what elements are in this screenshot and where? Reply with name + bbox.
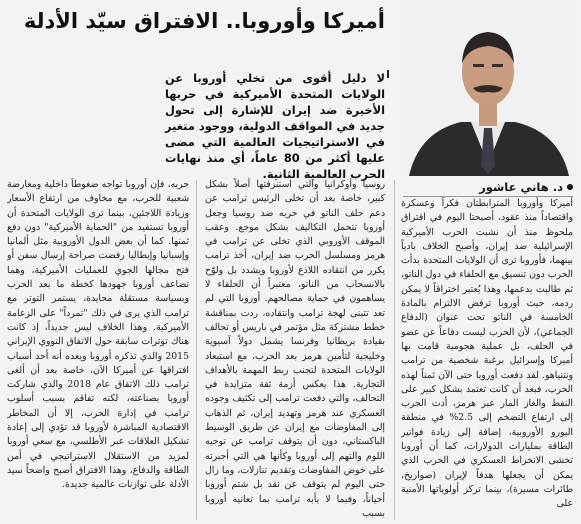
article-column-1 — [401, 197, 573, 522]
author-portrait-image — [399, 4, 577, 176]
article-lead: لا دليل أقوى من تخلي أوروبا عن الولايات المتحدة الأميركية في حربها الأخيرة ضد إيران للإشارة إلى تحول جديد في المواقف الدولية، ووجود متغير في الاستراتيجيات العالمية التي مضى عليها أكثر من 80 عاماً، أي منذ نهايات الحرب العالمية الثانية. — [165, 71, 385, 181]
column-text: حربه، فإن أوروبا تواجه ضغوطاً داخلية ومعارضة شعبية للحرب، مع مخاوف من ارتفاع الأسعار وزيادة اللاجئين، بينما ترى الولايات المتحدة أن أوروبا تستفيد من "الحماية الأميركية" دون دفع ثمنها. كما أن بعض الدول الأوروبية مثل ألمانيا وإسبانيا وإيطاليا رفضت صراحة إرسال سفن أو فتح مجالها الجوي للعمليات الأميركية، وهما تضاعف أوروبا جهودها كخطة ما بعد الحرب وبسياسة مستقلة محايدة، يستمر التوتر مع ترامب الذي يرى في ذلك "تمرداً" على الزعامة الأميركية. وهذا الخلاف ليس جديداً، إذ كانت هناك توترات سابقة حول الاتفاق النووي الإيراني 2015 والذي تذكره أوروبا ويعده أنه أحد أسباب افتراقها عن أميركا الآن، خاصة بعد أن ألغى ترامب ذلك الاتفاق عام 2018 والذي شاركت أوروبا بصناعته، لكنه تفاقم بسبب أسلوب ترامب في إدارة الحرب، إلا أن المخاطر الاقتصادية المباشرة لأوروبا قد تؤدي إلى إعادة تشكيل العلاقات عبر الأطلسي، مع سعي أوروبا لمزيد من الاستقلال الاستراتيجي في أمن الطاقة والدفاع، وهذا الافتراق أصبح واضحاً سيد الأدلة على توازنات عالمية جديدة. — [7, 179, 189, 491]
column-text: روسيا وأوكرانيا والتي استنزفتها أصلاً بشكل كبير، خاصة بعد أن تخلى الرئيس ترامب عن دعم حلف الناتو في حربه ضد روسيا وجعل أوروبا تتحمل التكاليف بشكل موجع. وعقب الموقف الأوروبي الذي تخلى عن ترامب في هرمز ومسلسل الحرب ضد إيران، أخذ ترامب يكرر من انتقاده اللاذع لأوروبا ويشدد بل ولوّح بالانسحاب من الناتو، معتبراً أن الحلفاء لا يساهمون في حماية مصالحهم. أوروبا التي لم تعد تتبنى لهجة ترامب وانتقاده، ردت بمناقشة خطط مشتركة مثل مؤتمر في باريس أو تحالف بقيادة بريطانيا وفرنسا يشمل دولاً آسيوية وخليجية لتأمين هرمز بعد الحرب، مع استبعاد الولايات المتحدة لتجنب ربط المهمة بالأهداف التجارية. هذا يعكس أزمة ثقة متزايدة في التحالف، والتي دفعت ترامب إلى تكثيف وجوده العسكري عند هرمز وتهديد إيران، ثم الذهاب إلى المفاوضات مع إيران عن طريق الوسيط الباكستاني، دون أن يتوقف ترامب عن توجيه اللوم والتهم إلى أوروبا وكأنها هي التي أجبرته على خوض المفاوضات وتقديم تنازلات، وما زال حتى اليوم لم يتوقف عن نقد بل شتم أوروبا أحياناً، وفيما لا يأبه ترامب بما تعانيه أوروبا بسبب — [205, 179, 385, 519]
byline — [479, 180, 573, 194]
article-column-3 — [7, 178, 189, 522]
column-text: أميركا وأوروبا المترابطتان فكراً وعسكرة واقتصاداً منذ عقود، أصبحتا اليوم في افتراق ملحوظ منذ أن نشبت الحرب الأميركية الإسرائيلية ضد إيران، وأصبح الخلاف بادياً بينهما، فأوروبا ترى أن الولايات المتحدة بدأت الحرب دون تنسيق مع الحلفاء في دول الناتو، ثم طالبت بدعمها، وهذا يُعتبر اختراقاً لا يمكن ردمه، حيث أوروبا ترفض الالتزام بالمادة الخامسة في الناتو تحت عنوان (الدفاع الجماعي)، لأن الحرب ليست دفاعاً عن عضو في الحلف، بل عملية هجومية قامت بها أميركا وإسرائيل برغبة شخصية من ترامب ونتنياهو. لقد دفعت أوروبا حتى الآن ثمناً لهذه الحرب، فبعد أن كانت تعتمد بشكل كبير على النفط والغاز المار عبر هرمز، أدت الحرب إلى ارتفاع التضخم إلى 2.5% في منطقة اليورو الأوروبية، إضافة إلى زيادة فواتير الطاقة بمليارات الدولارات، كما أن أوروبا تخشى الانخراط العسكري في الحرب الذي يمكن أن يجعلها هدفاً لإيران (صواريخ، طائرات مسيرة)، بينما تركز أولوياتها الأمنية على — [401, 198, 573, 510]
bullet-icon — [567, 184, 573, 190]
column-divider — [196, 180, 197, 520]
author-name: د. هاني عاشور — [479, 180, 563, 194]
column-divider — [394, 180, 395, 520]
article-column-2 — [205, 178, 385, 522]
article-headline: أميركا وأوروبا.. الافتراق سيّد الأدلة — [23, 9, 385, 33]
lead-marker — [387, 70, 389, 78]
author-photo — [399, 4, 577, 176]
